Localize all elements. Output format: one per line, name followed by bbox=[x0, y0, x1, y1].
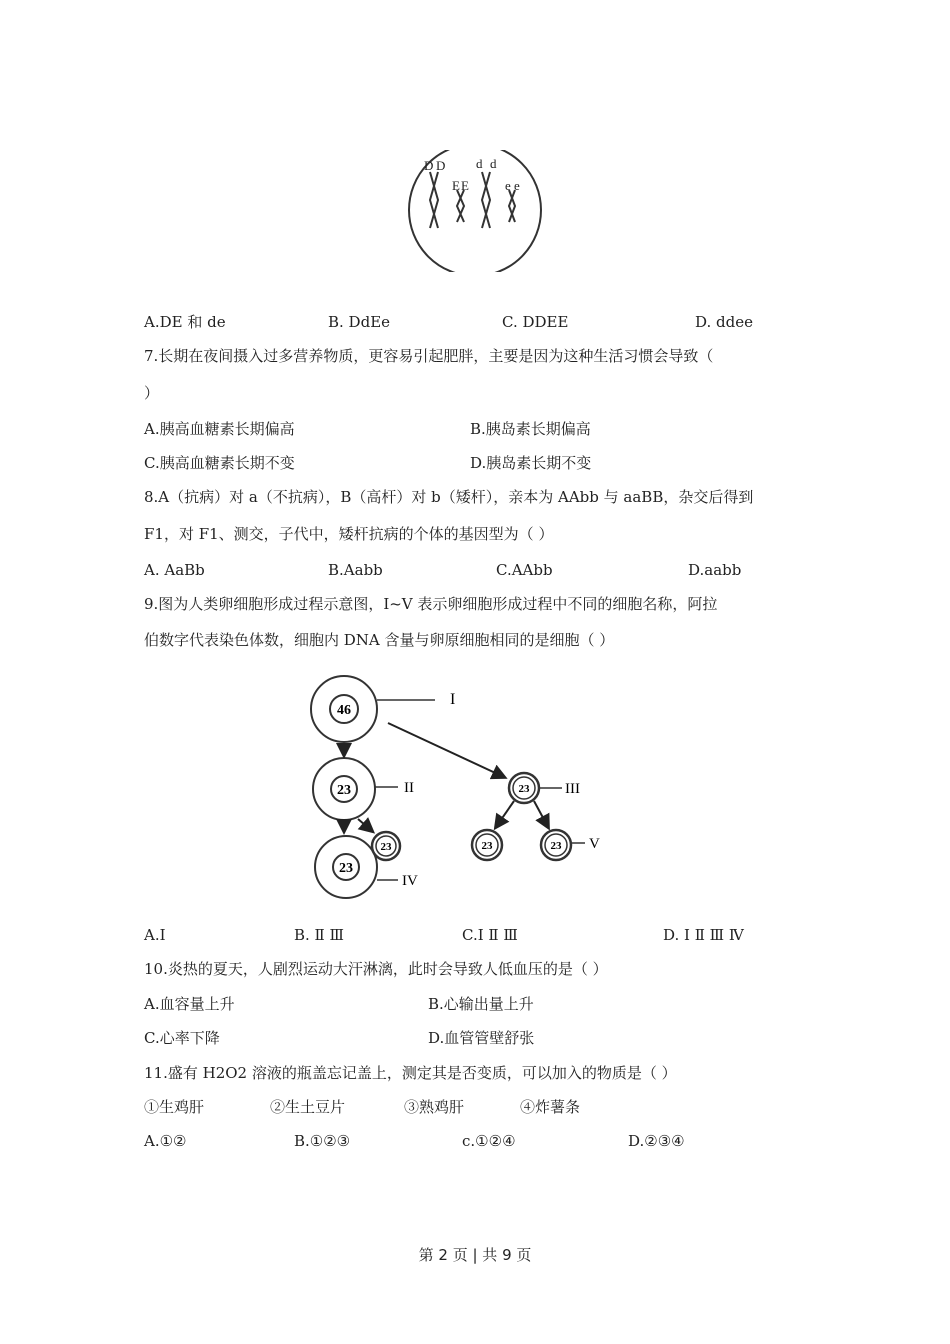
label-IV: IV bbox=[402, 873, 418, 889]
q9-option-c: C.Ⅰ Ⅱ Ⅲ bbox=[462, 926, 518, 944]
label-I: I bbox=[450, 691, 456, 708]
chromosome-e bbox=[509, 190, 515, 222]
q11-item-4: ④炸薯条 bbox=[520, 1098, 581, 1116]
gene-label: e bbox=[505, 178, 511, 193]
q7-stem-line2: ） bbox=[144, 384, 160, 402]
arrow bbox=[496, 801, 514, 827]
q10-option-d: D.血管管壁舒张 bbox=[428, 1029, 535, 1047]
q11-option-a: A.①② bbox=[144, 1132, 187, 1150]
label-V: V bbox=[589, 836, 600, 852]
cell-number: 23 bbox=[550, 840, 562, 852]
q10-option-c: C.心率下降 bbox=[144, 1029, 220, 1047]
label-III: III bbox=[565, 781, 580, 797]
q11-option-c: c.①②④ bbox=[462, 1132, 516, 1150]
cell-II bbox=[313, 758, 375, 820]
gene-label: E bbox=[452, 178, 460, 193]
q10-option-b: B.心输出量上升 bbox=[428, 995, 534, 1013]
page-footer: 第 2 页 | 共 9 页 bbox=[418, 1246, 532, 1264]
q6-option-a: A.DE 和 de bbox=[144, 313, 226, 331]
cell-number: 23 bbox=[518, 783, 530, 795]
q6-option-b: B. DdEe bbox=[328, 313, 391, 331]
q11-option-b: B.①②③ bbox=[294, 1132, 351, 1150]
polar-body-2 bbox=[472, 830, 502, 860]
q8-option-c: C.AAbb bbox=[496, 561, 553, 579]
q8-stem-line1: 8.A（抗病）对 a（不抗病），B（高杆）对 b（矮杆），亲本为 AAbb 与 aaBB，杂交后得到 bbox=[144, 488, 754, 506]
q8-option-d: D.aabb bbox=[688, 561, 742, 579]
arrow bbox=[388, 723, 504, 777]
gene-label: D bbox=[424, 158, 434, 173]
gene-label: d bbox=[476, 156, 483, 171]
q11-option-d: D.②③④ bbox=[628, 1132, 685, 1150]
chromosome-D bbox=[430, 172, 438, 228]
gene-label: d bbox=[490, 156, 497, 171]
chromosome-d bbox=[482, 172, 490, 228]
q10-stem: 10.炎热的夏天，人剧烈运动大汗淋漓，此时会导致人低血压的是（ ） bbox=[144, 960, 608, 978]
q10-option-a: A.血容量上升 bbox=[144, 995, 235, 1013]
cell-number: 23 bbox=[337, 783, 351, 798]
gene-label: E bbox=[461, 178, 469, 193]
cell-I bbox=[311, 676, 377, 742]
oogenesis-figure bbox=[300, 675, 620, 900]
arrow bbox=[534, 801, 548, 827]
q7-option-a: A.胰高血糖素长期偏高 bbox=[144, 420, 295, 438]
q7-option-d: D.胰岛素长期不变 bbox=[470, 454, 592, 472]
q8-option-a: A. AaBb bbox=[144, 561, 205, 579]
chromosome-E bbox=[457, 190, 464, 222]
q11-item-3: ③熟鸡肝 bbox=[404, 1098, 465, 1116]
q6-option-d: D. ddee bbox=[695, 313, 753, 331]
cell-number: 46 bbox=[337, 703, 351, 718]
cell-number: 23 bbox=[481, 840, 493, 852]
arrow bbox=[358, 819, 372, 831]
q8-stem-line2: F1，对 F1、测交，子代中，矮杆抗病的个体的基因型为（ ） bbox=[144, 525, 554, 543]
gene-label: D bbox=[436, 158, 446, 173]
q9-stem-line2: 伯数字代表染色体数，细胞内 DNA 含量与卵原细胞相同的是细胞（ ） bbox=[144, 631, 615, 649]
q9-option-a: A.Ⅰ bbox=[144, 926, 166, 944]
cell-III bbox=[509, 773, 539, 803]
chromosome-cell-figure bbox=[404, 150, 546, 272]
polar-body-1 bbox=[372, 832, 400, 860]
cell-number: 23 bbox=[339, 861, 353, 876]
q9-option-b: B. Ⅱ Ⅲ bbox=[294, 926, 344, 944]
q9-option-d: D. Ⅰ Ⅱ Ⅲ Ⅳ bbox=[663, 926, 744, 944]
cell-IV bbox=[315, 836, 377, 898]
q7-option-c: C.胰高血糖素长期不变 bbox=[144, 454, 295, 472]
gene-label: e bbox=[514, 178, 520, 193]
polar-body-3 bbox=[541, 830, 571, 860]
cell-number: 23 bbox=[380, 841, 392, 853]
q7-option-b: B.胰岛素长期偏高 bbox=[470, 420, 591, 438]
q11-item-1: ①生鸡肝 bbox=[144, 1098, 205, 1116]
q8-option-b: B.Aabb bbox=[328, 561, 383, 579]
q11-stem: 11.盛有 H2O2 溶液的瓶盖忘记盖上，测定其是否变质，可以加入的物质是（ ） bbox=[144, 1064, 677, 1082]
q7-stem-line1: 7.长期在夜间摄入过多营养物质，更容易引起肥胖，主要是因为这种生活习惯会导致（ bbox=[144, 347, 714, 365]
label-II: II bbox=[404, 780, 414, 796]
q6-option-c: C. DDEE bbox=[502, 313, 569, 331]
q11-item-2: ②生土豆片 bbox=[270, 1098, 346, 1116]
q9-stem-line1: 9.图为人类卵细胞形成过程示意图，Ⅰ~Ⅴ 表示卵细胞形成过程中不同的细胞名称，阿拉 bbox=[144, 595, 718, 613]
